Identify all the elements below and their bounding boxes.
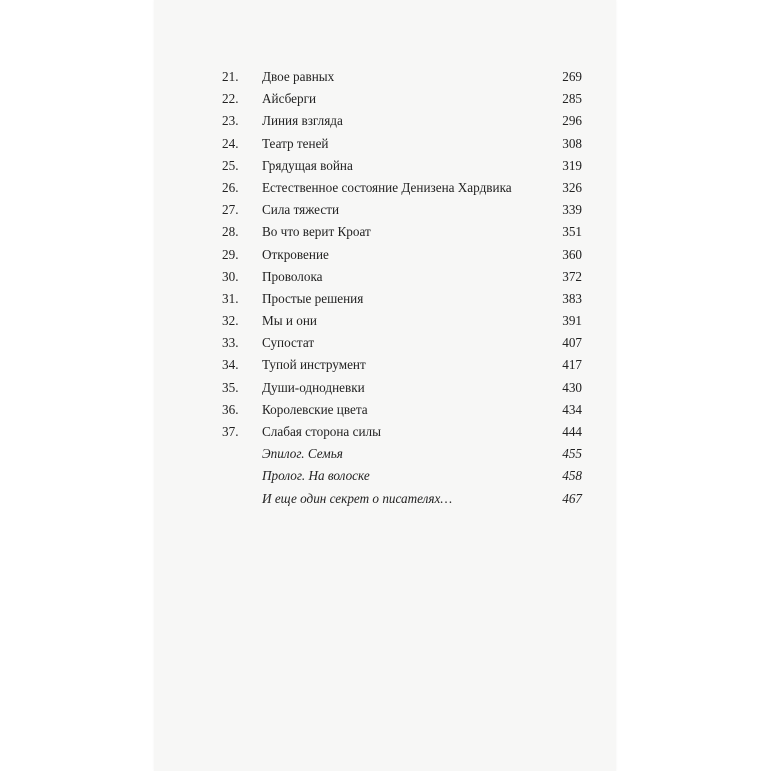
chapter-title: Супостат [262, 335, 315, 351]
page-number: 285 [562, 91, 582, 107]
toc-entry-prologue [222, 465, 582, 487]
toc-entry [222, 88, 582, 110]
toc-entry-afterword [222, 488, 582, 510]
page-number: 319 [562, 157, 582, 173]
chapter-number: 32. [222, 313, 239, 329]
chapter-number: 28. [222, 224, 239, 240]
page-number: 444 [562, 424, 582, 439]
page-number: 391 [562, 313, 582, 329]
page-number: 296 [562, 113, 582, 129]
chapter-number: 26. [222, 179, 239, 195]
chapter-title: Грядущая война [262, 157, 353, 173]
chapter-title: Простые решения [262, 290, 364, 306]
chapter-title: Во что верит Кроат [262, 224, 371, 240]
chapter-number: 27. [222, 202, 239, 218]
page-number: 455 [562, 446, 582, 462]
chapter-title: Естественное состояние Денизена Хардвика [262, 179, 512, 195]
toc-entry [222, 288, 582, 310]
chapter-title: Двое равных [262, 69, 335, 84]
page-number: 407 [562, 335, 582, 351]
toc-entry [222, 377, 582, 399]
toc-entry [222, 199, 582, 221]
page-number: 417 [562, 357, 582, 373]
page-number: 308 [562, 135, 582, 151]
chapter-title: Мы и они [262, 313, 317, 329]
page-number: 467 [562, 490, 582, 506]
page-number: 430 [562, 379, 582, 395]
chapter-title: Тупой инструмент [262, 357, 366, 373]
chapter-title: Проволока [262, 268, 323, 284]
page-number: 269 [562, 69, 582, 84]
toc-entry [222, 354, 582, 376]
chapter-title: Линия взгляда [262, 113, 343, 129]
toc-entry-epilogue [222, 443, 582, 465]
toc-entry [222, 133, 582, 155]
toc-entry [222, 244, 582, 266]
chapter-number: 29. [222, 246, 239, 262]
chapter-title: Эпилог. Семья [262, 446, 343, 462]
page-number: 360 [562, 246, 582, 262]
chapter-number: 33. [222, 335, 239, 351]
chapter-number: 36. [222, 401, 239, 417]
toc-entry [222, 66, 582, 88]
chapter-number: 24. [222, 135, 239, 151]
chapter-number: 25. [222, 157, 239, 173]
chapter-title: Откровение [262, 246, 329, 262]
page-number: 351 [562, 224, 582, 240]
toc-entry [222, 266, 582, 288]
toc-entry [222, 399, 582, 421]
toc-entry [222, 221, 582, 243]
page-number: 383 [562, 290, 582, 306]
toc-entry [222, 421, 582, 443]
chapter-number: 31. [222, 290, 239, 306]
chapter-title: Королевские цвета [262, 401, 368, 417]
page-number: 458 [562, 468, 582, 484]
chapter-number: 30. [222, 268, 239, 284]
page-number: 434 [562, 401, 582, 417]
toc-entry [222, 110, 582, 132]
toc-entry [222, 155, 582, 177]
chapter-title: Слабая сторона силы [262, 424, 381, 439]
chapter-number: 37. [222, 424, 239, 439]
chapter-number: 21. [222, 69, 239, 84]
toc-entry [222, 310, 582, 332]
chapter-title: Театр теней [262, 135, 329, 151]
chapter-title: Сила тяжести [262, 202, 340, 218]
page-number: 372 [562, 268, 582, 284]
chapter-title: Души-однодневки [262, 379, 365, 395]
chapter-title: Пролог. На волоске [262, 468, 370, 484]
toc-entry [222, 332, 582, 354]
page-number: 326 [562, 179, 582, 195]
table-of-contents [222, 66, 582, 510]
chapter-number: 22. [222, 91, 239, 107]
chapter-number: 23. [222, 113, 239, 129]
chapter-number: 34. [222, 357, 239, 373]
chapter-title: И еще один секрет о писателях… [262, 490, 453, 506]
page-number: 339 [562, 202, 582, 218]
chapter-title: Айсберги [262, 91, 317, 107]
chapter-number: 35. [222, 379, 239, 395]
toc-entry [222, 177, 582, 199]
